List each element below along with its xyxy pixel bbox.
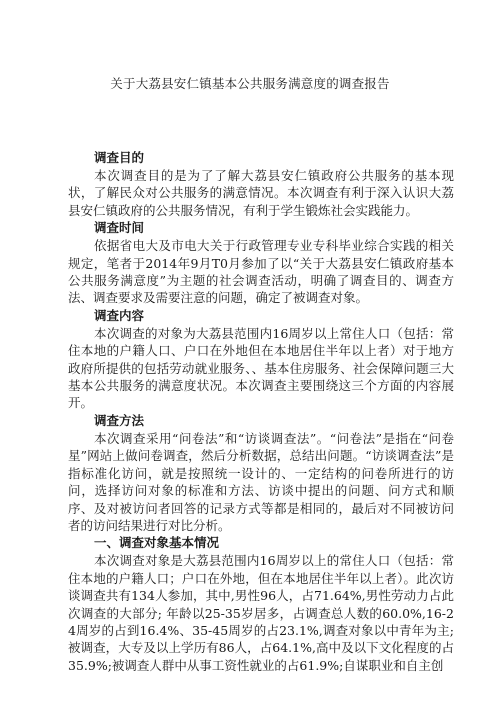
section-method <box>68 412 454 534</box>
document-title: 关于大荔县安仁镇基本公共服务满意度的调查报告 <box>110 76 390 91</box>
section-heading: 调查方法 <box>94 412 145 428</box>
section-paragraph: 本次调查目的是为了了解大荔县安仁镇政府公共服务的基本现状，了解民众对公共服务的满意情况。本次调查有利于深入认识大荔县安仁镇政府的公共服务情况，有利于学生锻炼社会实践能力。 <box>68 168 454 218</box>
section-paragraph: 依据省电大及市电大关于行政管理专业专科毕业综合实践的相关规定，笔者于2014年9月T0月参加了以“关于大荔县安仁镇政府基本公共服务满意度”为主题的社会调查活动，明确了调查目的、调查方法、调查要求及需要注意的问题，确定了被调查对象。 <box>68 238 454 306</box>
section-paragraph: 本次调查采用“问卷法”和“访谈调查法”。“问卷法”是指在“问卷星”网站上做问卷调查，然后分析数据，总结出问题。“访谈调查法”是指标准化访问，就是按照统一设计的、一定结构的问卷所进行的访问，选择访问对象的标准和方法、访谈中提出的问题、问方式和顺序、及对被访问者回答的记录方式等都是相同的，最后对不同被访问者的访问结果进行对比分析。 <box>68 430 454 533</box>
section-heading: 调查目的 <box>94 150 145 165</box>
section-paragraph: 本次调查对象是大荔县范围内16周岁以上的常住人口（包括：常住本地的户籍人口；户口在外地，但在本地居住半年以上者）。此次访谈调查共有134人参加，其中,男性96人，占71.64%,男性劳动力占此次调查的大部分; 年龄以25-35岁居多，占调查总人数的60.0%,16-24周岁的占到16.4%、35-45周岁的占23.1%,调查对象以中青年为主;被调查，大专及以上学历有86人，占64.1%,高中及以下文化程度的占35.9%;被调查人群中从事工资性就业的占61.9%;自谋职业和自主创 <box>68 553 454 673</box>
section-heading: 调查时间 <box>94 220 145 236</box>
section-content <box>68 307 454 412</box>
section-time <box>68 219 454 307</box>
section-heading: 一、调查对象基本情况 <box>94 535 220 551</box>
section-paragraph: 本次调查的对象为大荔县范围内16周岁以上常住人口（包括：常住本地的户籍人口、户口在外地但在本地居住半年以上者）对于地方政府所提供的包括劳动就业服务、、基本住房服务、社会保障问题三大基本公共服务的满意度状况。本次调查主要围绕这三个方面的内容展开。 <box>68 325 454 411</box>
section-respondents <box>68 534 454 674</box>
section-purpose <box>68 149 454 219</box>
document-body <box>68 149 454 674</box>
section-heading: 调查内容 <box>94 307 145 323</box>
